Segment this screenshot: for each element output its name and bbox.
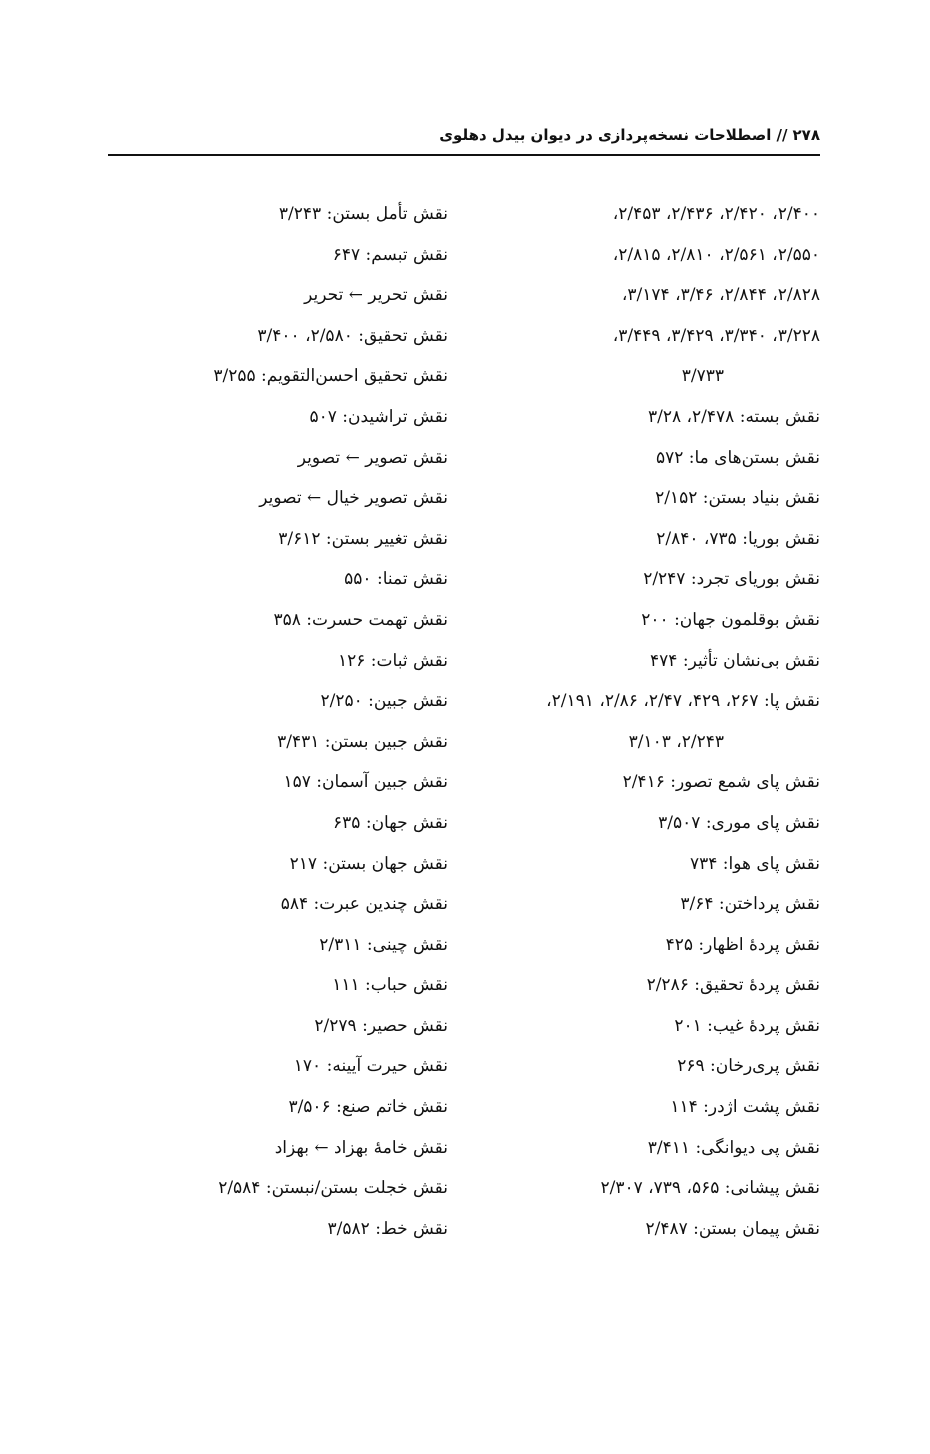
index-entry: نقش ثبات: ۱۲۶: [338, 650, 448, 671]
index-entry: نقش حباب: ۱۱۱: [332, 975, 448, 996]
index-entry: نقش تحقیق احسن‌التقویم: ۳/۲۵۵: [213, 366, 448, 387]
index-entry: ۲/۴۰۰، ۲/۴۲۰، ۲/۴۳۶، ۲/۴۵۳،: [612, 204, 820, 224]
index-entry: نقش پای شمع تصور: ۲/۴۱۶: [622, 772, 820, 793]
index-entry: نقش حیرت آیینه: ۱۷۰: [293, 1056, 448, 1077]
index-entry: نقش تأمل بستن: ۳/۲۴۳: [278, 204, 448, 224]
index-entry: نقش جبین بستن: ۳/۴۳۱: [277, 731, 448, 752]
index-entry: نقش پردهٔ غیب: ۲۰۱: [674, 1015, 820, 1036]
index-entry: نقش تصویر ← تصویر: [297, 447, 448, 468]
index-entry: نقش جبین: ۲/۲۵۰: [320, 691, 448, 712]
index-entry: نقش چینی: ۲/۳۱۱: [319, 934, 448, 955]
index-entry: نقش بوقلمون جهان: ۲۰۰: [641, 609, 820, 630]
index-entry: نقش پای موری: ۳/۵۰۷: [658, 812, 820, 833]
index-entry: ۳/۲۲۸، ۳/۳۴۰، ۳/۴۲۹، ۳/۴۴۹،: [612, 325, 820, 346]
index-entry: نقش پردهٔ اظهار: ۴۲۵: [665, 934, 820, 955]
header-rule: [108, 154, 820, 156]
index-entry: نقش خجلت بستن/نبستن: ۲/۵۸۴: [218, 1178, 448, 1199]
index-entry: نقش پشت اژدر: ۱۱۴: [670, 1097, 820, 1118]
index-entry: نقش بی‌نشان تأثیر: ۴۷۴: [650, 650, 820, 671]
index-entry: ۲/۸۲۸، ۲/۸۴۴، ۳/۴۶، ۳/۱۷۴،: [621, 285, 820, 306]
index-entry: نقش پری‌رخان: ۲۶۹: [677, 1056, 820, 1077]
index-entry: نقش بوریای تجرد: ۲/۲۴۷: [643, 569, 820, 590]
index-entry: نقش جهان بستن: ۲۱۷: [289, 853, 448, 874]
index-entry: نقش خامهٔ بهزاد ← بهزاد: [274, 1137, 448, 1158]
index-entry: نقش تبسم: ۶۴۷: [332, 244, 448, 265]
index-entry: نقش تغییر بستن: ۳/۶۱۲: [278, 528, 448, 549]
index-entry: نقش تمنا: ۵۵۰: [344, 569, 448, 590]
index-entry: ۳/۷۳۳: [681, 366, 724, 387]
header-title: اصطلاحات نسخه‌پردازی در دیوان بیدل دهلوی: [439, 126, 772, 144]
index-entry: نقش پرداختن: ۳/۶۴: [680, 894, 820, 915]
index-entry: نقش تصویر خیال ← تصویر: [259, 488, 448, 509]
index-entry: نقش پای هوا: ۷۳۴: [689, 853, 820, 874]
index-entry: نقش بوریا: ۷۳۵، ۲/۸۴۰: [656, 528, 820, 549]
index-entry: ۲/۲۴۳، ۳/۱۰۳: [628, 731, 724, 752]
index-entry: نقش پا: ۲۶۷، ۴۲۹، ۲/۴۷، ۲/۸۶، ۲/۱۹۱،: [546, 691, 820, 712]
index-entry: نقش تراشیدن: ۵۰۷: [309, 406, 448, 427]
running-header: [108, 118, 820, 152]
index-entry: نقش پردهٔ تحقیق: ۲/۲۸۶: [646, 975, 820, 996]
index-entry: نقش جبین آسمان: ۱۵۷: [283, 772, 448, 793]
index-entry: نقش چندین عبرت: ۵۸۴: [280, 894, 448, 915]
index-entry: نقش تحریر ← تحریر: [304, 285, 448, 306]
index-entry: نقش حصیر: ۲/۲۷۹: [314, 1015, 448, 1036]
index-entry: نقش خط: ۳/۵۸۲: [327, 1218, 448, 1239]
index-entry: نقش پیمان بستن: ۲/۴۸۷: [645, 1218, 820, 1239]
index-entry: نقش تهمت حسرت: ۳۵۸: [273, 609, 448, 630]
index-entry: نقش بسته: ۲/۴۷۸، ۳/۲۸: [648, 406, 820, 427]
index-entry: نقش بستن‌های ما: ۵۷۲: [655, 447, 820, 468]
index-entry: نقش خاتم صنع: ۳/۵۰۶: [288, 1097, 448, 1118]
index-entry: نقش بنیاد بستن: ۲/۱۵۲: [655, 488, 820, 509]
index-column-right: [488, 194, 820, 1249]
index-entry: نقش پیشانی: ۵۶۵، ۷۳۹، ۲/۳۰۷: [600, 1178, 820, 1199]
index-column-left: [118, 194, 448, 1249]
index-entry: ۲/۵۵۰، ۲/۵۶۱، ۲/۸۱۰، ۲/۸۱۵،: [612, 244, 820, 265]
header-separator: //: [776, 126, 788, 144]
index-entry: نقش تحقیق: ۲/۵۸۰، ۳/۴۰۰: [257, 325, 448, 346]
header-page-number: ۲۷۸: [792, 126, 820, 144]
index-entry: نقش پی دیوانگی: ۳/۴۱۱: [647, 1137, 820, 1158]
index-entry: نقش جهان: ۶۳۵: [333, 812, 448, 833]
